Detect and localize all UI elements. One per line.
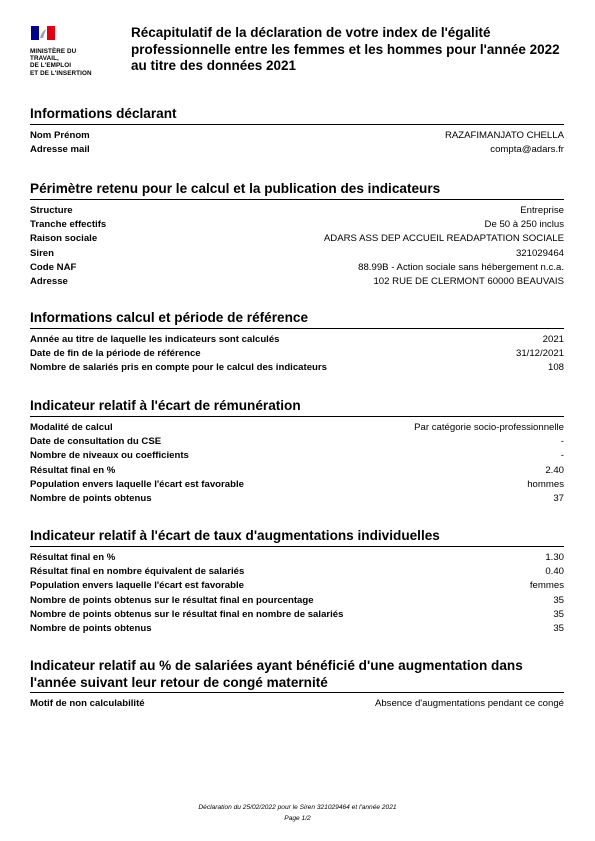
info-row: [30, 608, 564, 622]
ministry-name: MINISTÈRE DU TRAVAIL, DE L'EMPLOI ET DE L'INSERTION: [30, 48, 92, 77]
ministry-logo: [30, 26, 122, 77]
section-conge-maternite: [30, 658, 564, 711]
row-label: Résultat final en %: [30, 464, 116, 476]
row-value: 321029464: [515, 247, 564, 259]
info-row: [30, 261, 564, 275]
declaration-note: Déclaration du 25/02/2022 pour le Siren 321029464 et l'année 2021: [198, 804, 397, 811]
row-label: Nombre de salariés pris en compte pour le calcul des indicateurs: [30, 362, 327, 374]
info-row: [30, 622, 564, 636]
info-row: [30, 492, 564, 506]
row-value: Par catégorie socio-professionnelle: [414, 421, 564, 433]
info-row: [30, 218, 564, 232]
row-label: Population envers laquelle l'écart est favorable: [30, 479, 244, 491]
document-title: Récapitulatif de la déclaration de votre index de l'égalité professionnelle entre les femmes et les hommes pour l'année 2022 au titre des données 2021: [131, 25, 560, 73]
row-label: Date de consultation du CSE: [30, 435, 162, 447]
info-row: [30, 594, 564, 608]
row-value: 31/12/2021: [515, 347, 564, 359]
row-value: 88.99B - Action sociale sans hébergement n.c.a.: [358, 262, 564, 274]
page-number: Page 1/2: [284, 814, 311, 822]
marianne-flag-icon: [31, 26, 55, 40]
row-label: Nombre de points obtenus sur le résultat final en nombre de salariés: [30, 609, 344, 621]
info-row: [30, 204, 564, 218]
row-label: Adresse: [30, 276, 68, 288]
info-row: [30, 579, 564, 593]
row-label: Tranche effectifs: [30, 218, 107, 230]
row-value: -: [560, 450, 564, 462]
row-label: Année au titre de laquelle les indicateurs sont calculés: [30, 333, 280, 345]
row-value: 1.30: [545, 551, 564, 563]
row-value: -: [560, 435, 564, 447]
info-row: [30, 478, 564, 492]
row-value: ADARS ASS DEP ACCUEIL READAPTATION SOCIALE: [323, 233, 564, 245]
info-row: [30, 143, 564, 157]
section-ecart-augmentations: [30, 528, 564, 637]
row-value: 108: [547, 362, 564, 374]
row-value: De 50 à 250 inclus: [484, 218, 564, 230]
info-row: [30, 697, 564, 711]
row-value: 37: [553, 493, 564, 505]
section-perimetre: [30, 181, 564, 290]
info-row: [30, 247, 564, 261]
row-value: 102 RUE DE CLERMONT 60000 BEAUVAIS: [373, 276, 564, 288]
row-value: 0.40: [545, 565, 564, 577]
row-value: 2.40: [545, 464, 564, 476]
section-title: Informations calcul et période de référence: [30, 310, 564, 329]
info-row: [30, 435, 564, 449]
row-label: Population envers laquelle l'écart est favorable: [30, 580, 244, 592]
info-row: [30, 275, 564, 289]
document-header: [30, 24, 570, 84]
row-value: RAZAFIMANJATO CHELLA: [444, 129, 564, 141]
info-row: [30, 551, 564, 565]
info-row: [30, 347, 564, 361]
info-row: [30, 449, 564, 463]
info-row: [30, 333, 564, 347]
info-row: [30, 565, 564, 579]
row-value: 35: [553, 623, 564, 635]
row-label: Nombre de points obtenus: [30, 493, 152, 505]
section-informations-calcul: [30, 310, 564, 376]
row-value: 35: [553, 594, 564, 606]
row-label: Nombre de niveaux ou coefficients: [30, 450, 189, 462]
info-row: [30, 464, 564, 478]
info-row: [30, 232, 564, 246]
row-value: Entreprise: [520, 204, 564, 216]
info-row: [30, 361, 564, 375]
section-title: Périmètre retenu pour le calcul et la publication des indicateurs: [30, 181, 564, 200]
row-label: Siren: [30, 247, 54, 259]
row-value: Absence d'augmentations pendant ce congé: [374, 698, 564, 709]
row-value: femmes: [529, 580, 564, 592]
row-value: compta@adars.fr: [490, 143, 564, 155]
section-title: Indicateur relatif au % de salariées ayant bénéficié d'une augmentation dans l'année suivant leur retour de congé maternité: [30, 658, 564, 693]
row-label: Modalité de calcul: [30, 421, 113, 433]
row-value: 2021: [542, 333, 564, 345]
info-row: [30, 421, 564, 435]
row-value: 35: [553, 609, 564, 621]
row-label: Nom Prénom: [30, 129, 90, 141]
section-ecart-remuneration: [30, 398, 564, 507]
row-value: hommes: [527, 479, 564, 491]
row-label: Motif de non calculabilité: [30, 698, 145, 709]
row-label: Structure: [30, 204, 73, 216]
row-label: Code NAF: [30, 262, 77, 274]
row-label: Adresse mail: [30, 143, 90, 155]
row-label: Nombre de points obtenus: [30, 623, 152, 635]
section-title: Informations déclarant: [30, 106, 564, 125]
page-footer: [0, 803, 595, 824]
row-label: Nombre de points obtenus sur le résultat final en pourcentage: [30, 594, 314, 606]
row-label: Raison sociale: [30, 233, 98, 245]
row-label: Résultat final en %: [30, 551, 116, 563]
row-label: Date de fin de la période de référence: [30, 347, 201, 359]
section-title: Indicateur relatif à l'écart de taux d'augmentations individuelles: [30, 528, 564, 547]
section-title: Indicateur relatif à l'écart de rémunération: [30, 398, 564, 417]
row-label: Résultat final en nombre équivalent de salariés: [30, 565, 245, 577]
section-informations-declarant: [30, 106, 564, 157]
info-row: [30, 129, 564, 143]
